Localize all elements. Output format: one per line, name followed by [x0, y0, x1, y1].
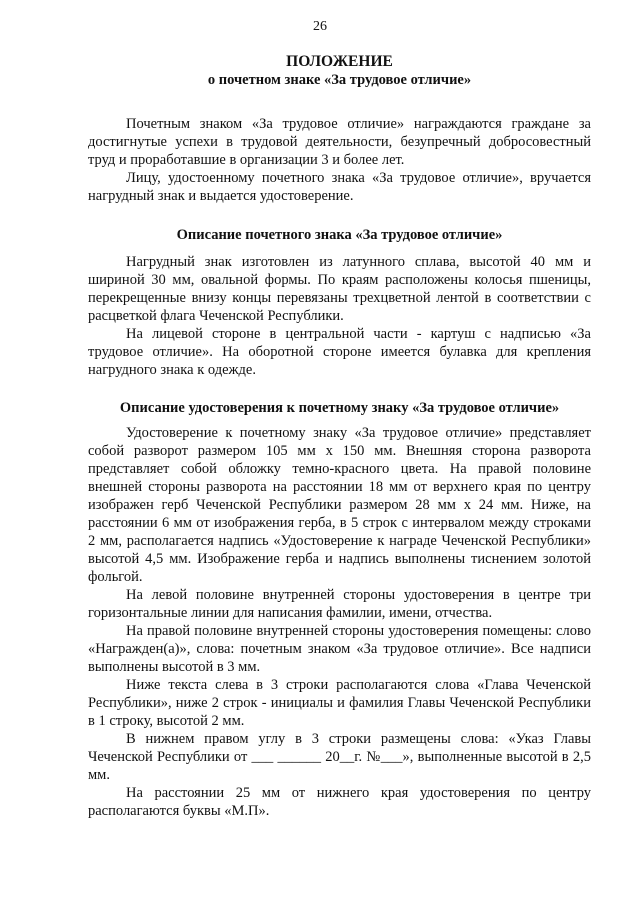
section-heading-certificate: Описание удостоверения к почетному знаку «За трудовое отличие» [119, 400, 560, 416]
badge-paragraph: Нагрудный знак изготовлен из латунного сплава, высотой 40 мм и шириной 30 мм, овальной формы. По краям расположены колосья пшеницы, перекрещенные внизу концы перевязаны трехцветной лентой в соответствии с расцветкой флага Чеченской Республики. [88, 254, 591, 324]
certificate-paragraph: На левой половине внутренней стороны удостоверения в центре три горизонтальные линии для написания фамилии, имени, отчества. [88, 587, 591, 621]
certificate-paragraph: На расстоянии 25 мм от нижнего края удостоверения по центру располагаются буквы «М.П». [88, 785, 591, 819]
certificate-paragraph: Ниже текста слева в 3 строки располагаются слова «Глава Чеченской Республики», ниже 2 строк - инициалы и фамилия Главы Чеченской Республики в 1 строку, высотой 2 мм. [88, 677, 591, 729]
document-title: ПОЛОЖЕНИЕ [286, 53, 393, 70]
intro-paragraph: Почетным знаком «За трудовое отличие» награждаются граждане за достигнутые успехи в трудовой деятельности, безупречный добросовестный труд и проработавшие в организации 3 и более лет. [88, 116, 591, 168]
section-heading-badge: Описание почетного знака «За трудовое отличие» [176, 227, 503, 243]
badge-paragraph: На лицевой стороне в центральной части - картуш с надписью «За трудовое отличие». На оборотной стороне имеется булавка для крепления нагрудного знака к одежде. [88, 326, 591, 378]
page-number: 26 [313, 19, 327, 34]
intro-paragraph: Лицу, удостоенному почетного знака «За трудовое отличие», вручается нагрудный знак и выдается удостоверение. [88, 170, 591, 204]
certificate-paragraph: В нижнем правом углу в 3 строки размещены слова: «Указ Главы Чеченской Республики от ___ ______ 20__г. №___», выполненные высотой в 2,5 мм. [88, 731, 591, 783]
document-body [88, 52, 591, 820]
certificate-paragraph: На правой половине внутренней стороны удостоверения помещены: слово «Награжден(а)», слова: почетным знаком «За трудовое отличие». Все надписи выполнены высотой в 3 мм. [88, 623, 591, 675]
certificate-paragraph: Удостоверение к почетному знаку «За трудовое отличие» представляет собой разворот размером 105 мм х 150 мм. Внешняя сторона разворота представляет собой обложку темно-красного цвета. На правой половине внешней стороны разворота на расстоянии 18 мм от верхнего края по центру изображен герб Чеченской Республики размером 28 мм х 24 мм. Ниже, на расстоянии 6 мм от изображения герба, в 5 строк с интервалом между строками 2 мм, располагается надпись «Удостоверение к награде Чеченской Республики» высотой 4,5 мм. Изображение герба и надпись выполнены тиснением золотой фольгой. [88, 425, 591, 585]
document-subtitle: о почетном знаке «За трудовое отличие» [207, 72, 472, 88]
